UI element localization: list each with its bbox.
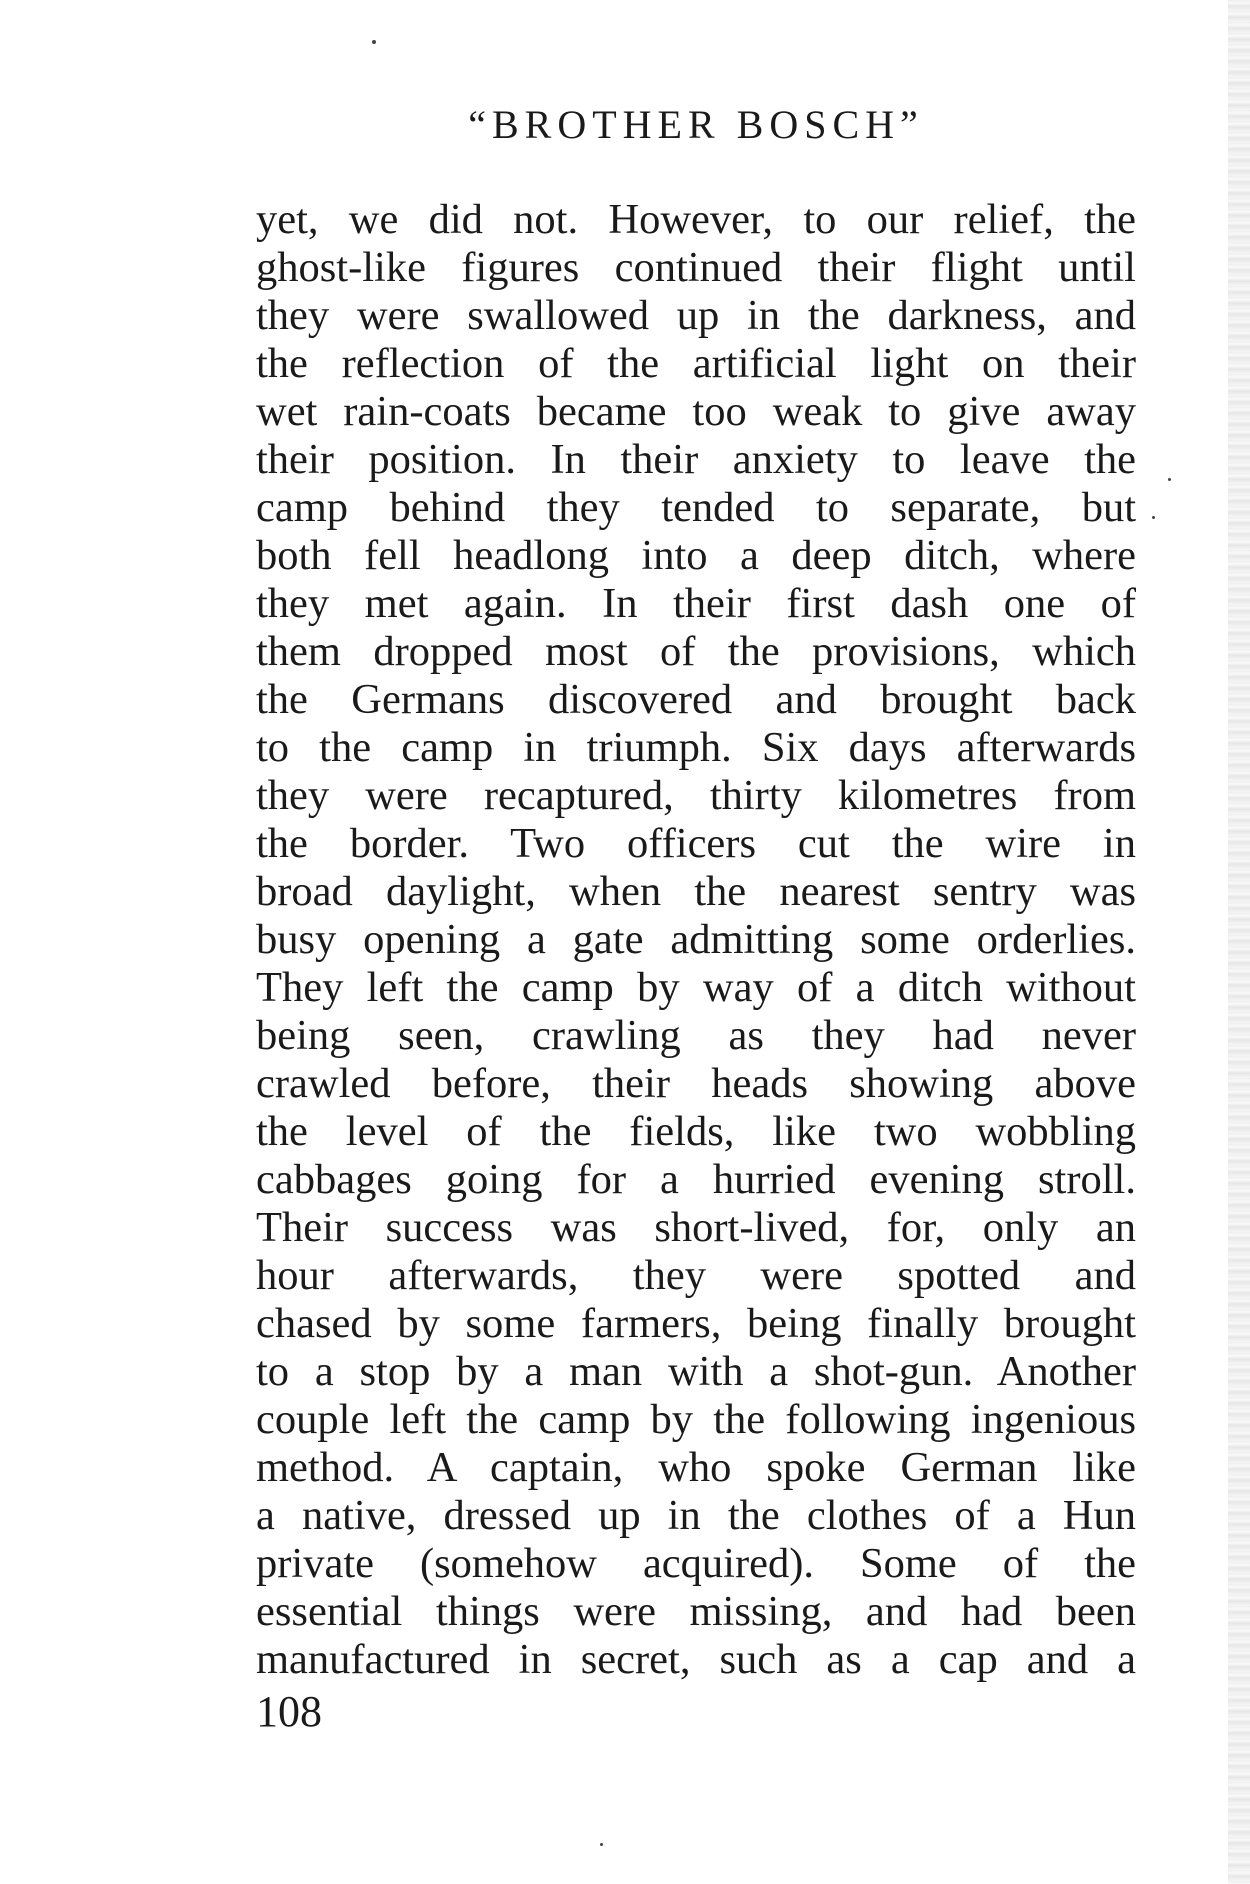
text-line: chased by some farmers, being finally brought xyxy=(256,1300,1136,1347)
paper-speck xyxy=(1152,516,1155,519)
text-line: being seen, crawling as they had never xyxy=(256,1012,1136,1059)
text-line: couple left the camp by the following ingenious xyxy=(256,1396,1136,1443)
text-line: they met again. In their first dash one of xyxy=(256,580,1136,627)
text-line: to a stop by a man with a shot-gun. Another xyxy=(256,1348,1136,1395)
text-line: them dropped most of the provisions, which xyxy=(256,628,1136,675)
text-line: private (somehow acquired). Some of the xyxy=(256,1540,1136,1587)
paper-speck xyxy=(372,40,376,44)
text-line: to the camp in triumph. Six days afterwards xyxy=(256,724,1136,771)
text-line: camp behind they tended to separate, but xyxy=(256,484,1136,531)
paper-speck xyxy=(600,1843,603,1846)
page-number: 108 xyxy=(256,1687,322,1736)
text-line: they were swallowed up in the darkness, and xyxy=(256,292,1136,339)
running-head: “BROTHER BOSCH” xyxy=(468,102,924,147)
text-line: yet, we did not. However, to our relief, the xyxy=(256,196,1136,243)
text-line: essential things were missing, and had been xyxy=(256,1588,1136,1635)
text-line: a native, dressed up in the clothes of a Hun xyxy=(256,1492,1136,1539)
text-line: method. A captain, who spoke German like xyxy=(256,1444,1136,1491)
text-line: ghost-like figures continued their flight until xyxy=(256,244,1136,291)
text-line: the level of the fields, like two wobbling xyxy=(256,1108,1136,1155)
text-line: broad daylight, when the nearest sentry was xyxy=(256,868,1136,915)
page-edge-shadow xyxy=(1228,0,1250,1884)
text-line: busy opening a gate admitting some orderlies. xyxy=(256,916,1136,963)
text-line: They left the camp by way of a ditch without xyxy=(256,964,1136,1011)
text-line: manufactured in secret, such as a cap and a xyxy=(256,1636,1136,1683)
text-line: cabbages going for a hurried evening stroll. xyxy=(256,1156,1136,1203)
text-line: hour afterwards, they were spotted and xyxy=(256,1252,1136,1299)
text-line: both fell headlong into a deep ditch, where xyxy=(256,532,1136,579)
text-line: Their success was short-lived, for, only an xyxy=(256,1204,1136,1251)
text-line: the border. Two officers cut the wire in xyxy=(256,820,1136,867)
text-line: the reflection of the artificial light on their xyxy=(256,340,1136,387)
text-line: they were recaptured, thirty kilometres from xyxy=(256,772,1136,819)
text-line: crawled before, their heads showing above xyxy=(256,1060,1136,1107)
text-line: the Germans discovered and brought back xyxy=(256,676,1136,723)
body-text xyxy=(256,196,1136,1684)
text-line: their position. In their anxiety to leave the xyxy=(256,436,1136,483)
text-line: wet rain-coats became too weak to give away xyxy=(256,388,1136,435)
paper-speck xyxy=(1168,478,1171,481)
